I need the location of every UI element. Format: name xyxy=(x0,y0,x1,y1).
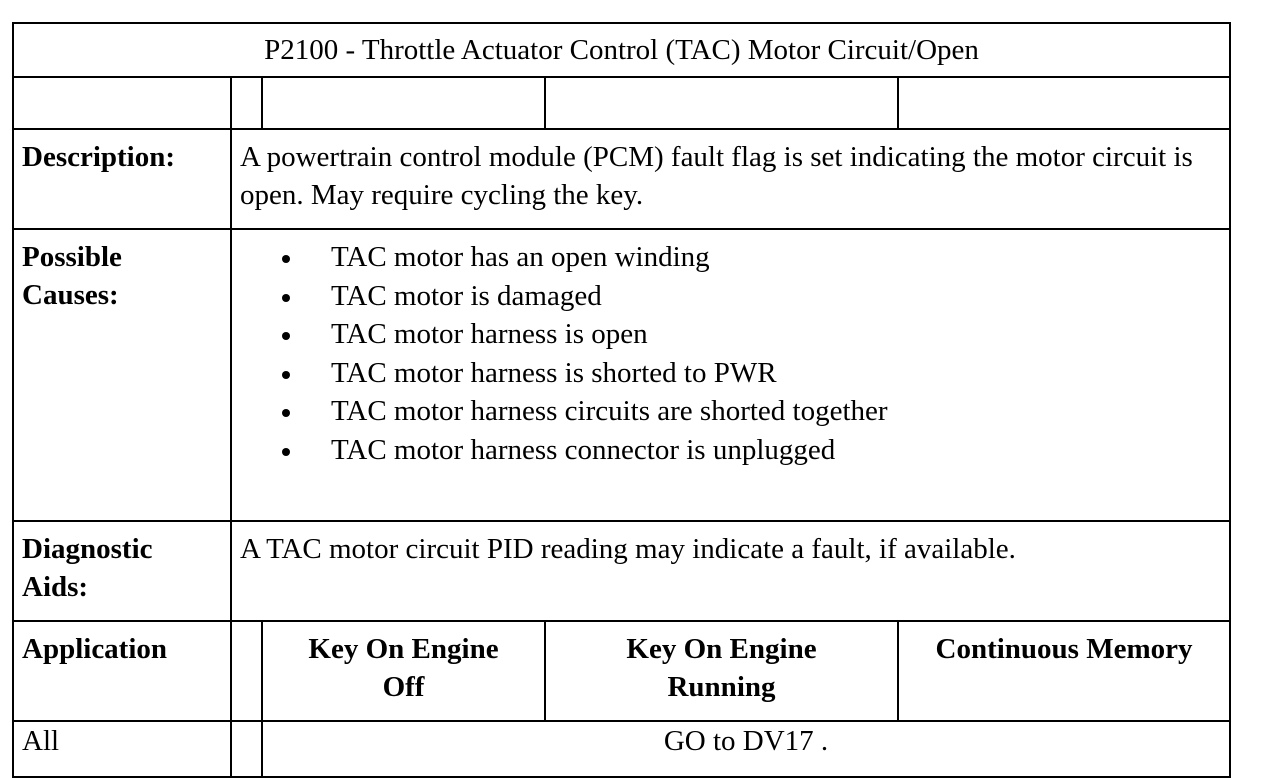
possible-causes-label xyxy=(13,229,231,521)
cause-item: TAC motor is damaged xyxy=(331,277,1229,316)
application-all-label: All xyxy=(13,721,231,777)
diagnostic-aids-text: A TAC motor circuit PID reading may indicate a fault, if available. xyxy=(231,521,1230,621)
cause-item: TAC motor harness connector is unplugged xyxy=(331,431,1229,470)
diagnostic-aids-label-line2: Aids: xyxy=(22,571,89,603)
narrow-cell xyxy=(231,621,262,721)
koer-header-line2: Running xyxy=(667,671,776,703)
application-all-row xyxy=(13,721,1230,777)
dtc-title: P2100 - Throttle Actuator Control (TAC) Motor Circuit/Open xyxy=(13,23,1230,77)
koeo-header-line2: Off xyxy=(382,671,425,703)
cause-item: TAC motor harness circuits are shorted together xyxy=(331,392,1229,431)
goto-action: GO to DV17 . xyxy=(262,721,1230,777)
description-label: Description: xyxy=(13,129,231,229)
possible-causes-row xyxy=(13,229,1230,521)
spacer-cell xyxy=(545,77,898,129)
description-row xyxy=(13,129,1230,229)
continuous-memory-header: Continuous Memory xyxy=(898,621,1230,721)
dtc-table xyxy=(12,22,1231,778)
narrow-cell xyxy=(231,721,262,777)
koer-header-line1: Key On Engine xyxy=(626,633,817,665)
cause-item: TAC motor has an open winding xyxy=(331,238,1229,277)
application-label: Application xyxy=(13,621,231,721)
diagnostic-aids-label xyxy=(13,521,231,621)
spacer-cell xyxy=(13,77,231,129)
possible-causes-list xyxy=(232,230,1229,470)
diagnostic-aids-label-line1: Diagnostic xyxy=(22,533,153,565)
koeo-header xyxy=(262,621,545,721)
spacer-row xyxy=(13,77,1230,129)
koer-header xyxy=(545,621,898,721)
cause-item: TAC motor harness is shorted to PWR xyxy=(331,354,1229,393)
spacer-cell xyxy=(231,77,262,129)
possible-causes-cell xyxy=(231,229,1230,521)
diagnostic-aids-row xyxy=(13,521,1230,621)
possible-causes-label-line1: Possible xyxy=(22,241,122,273)
spacer-cell xyxy=(898,77,1230,129)
title-row xyxy=(13,23,1230,77)
description-text: A powertrain control module (PCM) fault flag is set indicating the motor circuit is open. May require cycling the key. xyxy=(231,129,1230,229)
possible-causes-label-line2: Causes: xyxy=(22,279,119,311)
application-header-row xyxy=(13,621,1230,721)
koeo-header-line1: Key On Engine xyxy=(308,633,499,665)
cause-item: TAC motor harness is open xyxy=(331,315,1229,354)
spacer-cell xyxy=(262,77,545,129)
